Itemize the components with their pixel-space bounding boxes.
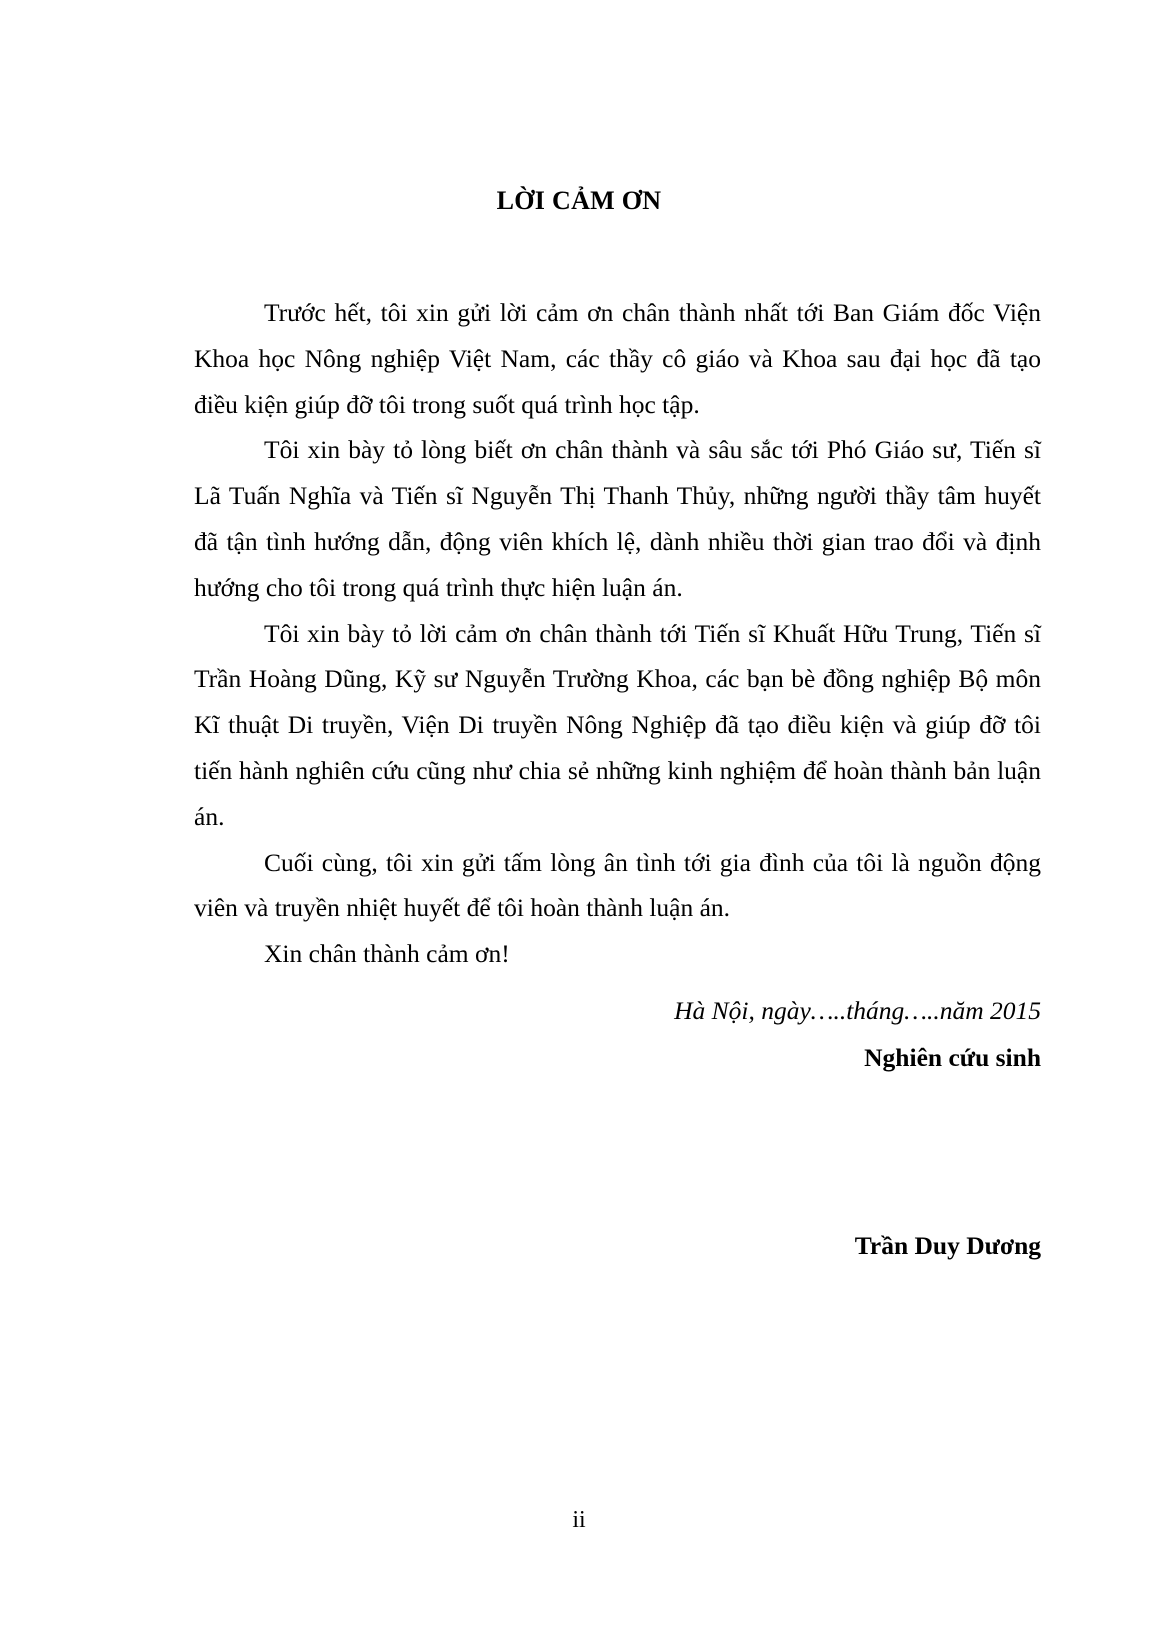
author-name: Trần Duy Dương bbox=[854, 1231, 1041, 1260]
page-title: LỜI CẢM ƠN bbox=[496, 186, 662, 215]
paragraph-2: Tôi xin bày tỏ lòng biết ơn chân thành và sâu sắc tới Phó Giáo sư, Tiến sĩ Lã Tuấn Nghĩa và Tiến sĩ Nguyễn Thị Thanh Thủy, những người thầy tâm huyết đã tận tình hướng dẫn, động viên khích lệ, dành nhiều thời gian trao đổi và định hướng cho tôi trong quá trình thực hiện luận án. bbox=[194, 435, 1041, 602]
acknowledgement-body bbox=[194, 290, 1041, 977]
paragraph-5: Xin chân thành cảm ơn! bbox=[264, 939, 510, 969]
page-number: ii bbox=[572, 1507, 586, 1533]
author-role: Nghiên cứu sinh bbox=[864, 1043, 1041, 1072]
paragraph-1: Trước hết, tôi xin gửi lời cảm ơn chân thành nhất tới Ban Giám đốc Viện Khoa học Nông nghiệp Việt Nam, các thầy cô giáo và Khoa sau đại học đã tạo điều kiện giúp đỡ tôi trong suốt quá trình học tập. bbox=[194, 298, 1041, 419]
paragraph-3: Tôi xin bày tỏ lời cảm ơn chân thành tới Tiến sĩ Khuất Hữu Trung, Tiến sĩ Trần Hoàng Dũng, Kỹ sư Nguyễn Trường Khoa, các bạn bè đồng nghiệp Bộ môn Kĩ thuật Di truyền, Viện Di truyền Nông Nghiệp đã tạo điều kiện và giúp đỡ tôi tiến hành nghiên cứu cũng như chia sẻ những kinh nghiệm để hoàn thành bản luận án. bbox=[194, 618, 1041, 831]
date-line: Hà Nội, ngày…..tháng…..năm 2015 bbox=[674, 996, 1041, 1025]
paragraph-4: Cuối cùng, tôi xin gửi tấm lòng ân tình tới gia đình của tôi là nguồn động viên và truyền nhiệt huyết để tôi hoàn thành luận án. bbox=[194, 847, 1041, 923]
